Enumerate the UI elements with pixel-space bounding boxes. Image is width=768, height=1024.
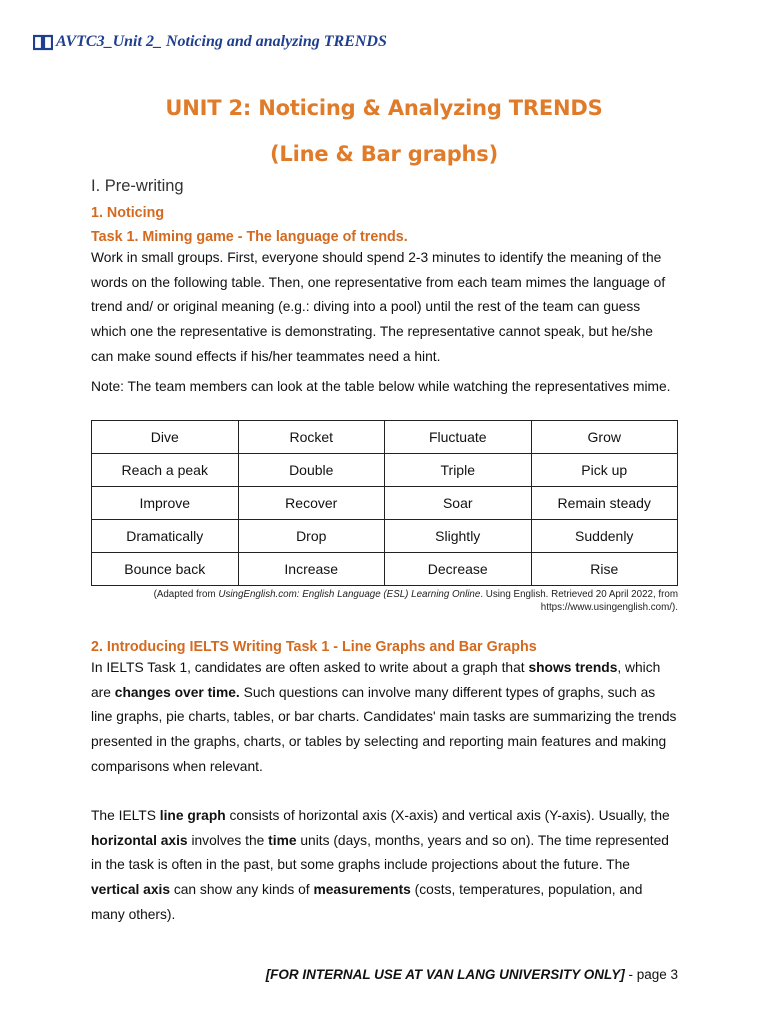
bold-text: vertical axis [91, 882, 171, 898]
table-row [92, 553, 678, 586]
table-cell: Double [238, 454, 385, 487]
paragraph-line [91, 681, 691, 706]
paragraph-line [91, 878, 691, 903]
unit-title: UNIT 2: Noticing & Analyzing TRENDS [165, 96, 603, 120]
table-cell: Dive [92, 421, 239, 454]
section2-paragraph-2 [91, 804, 691, 928]
paragraph-line [91, 829, 691, 854]
table-cell: Grow [531, 421, 678, 454]
table-row [92, 454, 678, 487]
text: are [91, 684, 115, 700]
task1-instructions [91, 246, 691, 370]
noticing-heading: 1. Noticing [91, 205, 165, 221]
text: In IELTS Task 1, candidates are often asked to write about a graph that [91, 660, 529, 675]
page-number: - page 3 [624, 967, 678, 982]
table-cell: Increase [238, 553, 385, 586]
table-cell: Dramatically [92, 520, 239, 553]
table-row [92, 487, 678, 520]
table-note: Note: The team members can look at the table below while watching the representatives mime. [91, 379, 671, 394]
citation-text: (Adapted from [153, 589, 219, 600]
paragraph-line: comparisons when relevant. [91, 758, 263, 774]
paragraph-line: presented in the graphs, charts, or tables by selecting and reporting main features and making [91, 734, 667, 750]
bold-text: time [268, 832, 297, 848]
bold-text: line graph [159, 808, 226, 823]
table-cell: Drop [238, 520, 385, 553]
bold-text: horizontal axis [91, 832, 188, 848]
table-cell: Rocket [238, 421, 385, 454]
table-cell: Reach a peak [92, 454, 239, 487]
prewriting-heading: I. Pre-writing [91, 177, 184, 195]
table-citation [91, 588, 678, 614]
unit-subtitle: (Line & Bar graphs) [270, 142, 498, 166]
open-book-icon [33, 34, 53, 51]
task1-line: which one the representative is demonstrating. The representative cannot speak, but he/she [91, 324, 653, 340]
table-cell: Recover [238, 487, 385, 520]
paragraph-line: many others). [91, 906, 176, 922]
table-cell: Suddenly [531, 520, 678, 553]
citation-source: UsingEnglish.com: English Language (ESL) Learning Online [218, 589, 481, 600]
section2-heading: 2. Introducing IELTS Writing Task 1 - Line Graphs and Bar Graphs [91, 639, 537, 655]
table-cell: Bounce back [92, 553, 239, 586]
table-cell: Decrease [385, 553, 532, 586]
text: consists of horizontal axis (X-axis) and vertical axis (Y-axis). Usually, the [225, 808, 670, 823]
task1-heading: Task 1. Miming game - The language of trends. [91, 229, 408, 245]
citation-line [91, 588, 678, 601]
table-cell: Pick up [531, 454, 678, 487]
task1-line: trend and/ or original meaning (e.g.: diving into a pool) until the rest of the team can guess [91, 299, 641, 315]
table-row [92, 520, 678, 553]
citation-text: . Using English. Retrieved 20 April 2022, from [480, 589, 678, 600]
task1-line: words on the following table. Then, one representative from each team mimes the language of [91, 274, 666, 290]
paragraph-line [91, 804, 691, 829]
header-text: AVTC3_Unit 2_ Noticing and analyzing TRENDS [56, 33, 387, 50]
table-cell: Rise [531, 553, 678, 586]
table-cell: Soar [385, 487, 532, 520]
section2-paragraph-1 [91, 656, 691, 780]
task1-line: can make sound effects if his/her teammates need a hint. [91, 348, 441, 364]
table-cell: Remain steady [531, 487, 678, 520]
task1-line: Work in small groups. First, everyone should spend 2-3 minutes to identify the meaning of the [91, 250, 662, 265]
bold-text: changes over time. [114, 684, 240, 700]
text: (costs, temperatures, population, and [410, 882, 643, 898]
table-row [92, 421, 678, 454]
table-cell: Fluctuate [385, 421, 532, 454]
bold-text: measurements [313, 882, 411, 898]
paragraph-line: line graphs, pie charts, tables, or bar charts. Candidates' main tasks are summarizing the trends [91, 709, 677, 725]
text: can show any kinds of [170, 882, 314, 898]
paragraph-line: in the task is often in the past, but some graphs include projections about the future. The [91, 857, 630, 873]
text: units (days, months, years and so on). The time represented [296, 832, 669, 848]
table-cell: Improve [92, 487, 239, 520]
document-header [33, 31, 387, 53]
text: Such questions can involve many different types of graphs, such as [239, 684, 656, 700]
citation-url: https://www.usingenglish.com/). [540, 602, 678, 613]
page-footer [91, 967, 678, 982]
footer-notice: [FOR INTERNAL USE AT VAN LANG UNIVERSITY ONLY] [265, 967, 625, 982]
table-cell: Triple [385, 454, 532, 487]
text: , which [617, 660, 661, 675]
bold-text: shows trends [528, 660, 618, 675]
trend-words-table [91, 420, 678, 586]
table-cell: Slightly [385, 520, 532, 553]
paragraph-line [91, 656, 691, 681]
text: The IELTS [91, 808, 160, 823]
text: involves the [187, 832, 269, 848]
